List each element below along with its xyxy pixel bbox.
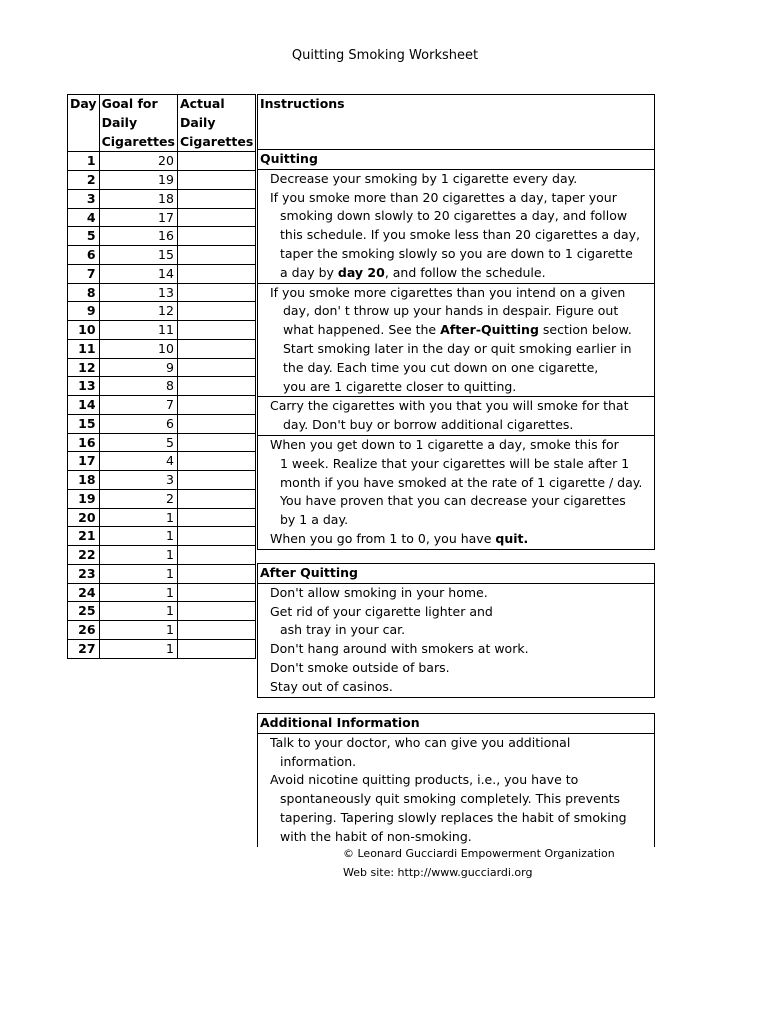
actual-cell[interactable] [177,189,255,208]
after-quitting-title: After Quitting [258,564,654,584]
instruction-line [258,511,654,530]
actual-cell[interactable] [177,339,255,358]
day-cell: 7 [68,264,100,283]
instruction-line [258,640,654,659]
text-span: day. Don't buy or borrow additional cigarettes. [283,417,574,433]
goal-cell: 1 [99,602,177,621]
page-title: Quitting Smoking Worksheet [291,48,479,63]
actual-cell[interactable] [177,264,255,283]
text-span: Decrease your smoking by 1 cigarette every day. [270,170,578,186]
table-row [68,208,256,227]
text-span: tapering. Tapering slowly replaces the habit of smoking [280,809,627,825]
text-span: section below. [538,322,632,338]
text-span: , and follow the schedule. [384,264,546,280]
actual-cell[interactable] [177,321,255,340]
actual-cell[interactable] [177,489,255,508]
schedule-table [67,94,256,676]
instruction-line [258,492,654,511]
table-row [68,283,256,302]
instruction-group [258,397,654,436]
actual-cell[interactable] [177,564,255,583]
text-span: this schedule. If you smoke less than 20 cigarettes a day, [280,227,641,243]
table-row [68,471,256,490]
text-span: When you go from 1 to 0, you have [270,530,496,546]
text-span: spontaneously quit smoking completely. This prevents [280,791,621,807]
actual-cell[interactable] [177,583,255,602]
actual-cell[interactable] [177,433,255,452]
table-row [68,227,256,246]
day-cell: 27 [68,639,100,658]
goal-cell: 6 [99,414,177,433]
text-span: day, don' t throw up your hands in despair. Figure out [283,303,619,319]
actual-cell[interactable] [177,208,255,227]
instruction-line [258,207,654,226]
instruction-group [258,170,654,284]
instruction-group [258,436,654,549]
quitting-section-title: Quitting [258,150,654,170]
goal-cell: 9 [99,358,177,377]
table-row [68,564,256,583]
day-cell: 25 [68,602,100,621]
text-span: Stay out of casinos. [270,678,393,694]
goal-cell: 7 [99,396,177,415]
day-cell: 24 [68,583,100,602]
day-cell: 5 [68,227,100,246]
text-span: Get rid of your cigarette lighter and [270,603,493,619]
emphasis-text: day 20 [337,264,385,280]
text-span: information. [280,753,357,769]
day-cell: 6 [68,246,100,265]
text-span: If you smoke more cigarettes than you intend on a given [270,284,626,300]
table-row [68,152,256,171]
text-span: you are 1 cigarette closer to quitting. [283,378,517,394]
actual-cell[interactable] [177,527,255,546]
text-span: a day by [280,264,338,280]
instruction-line [258,170,654,189]
instruction-line [258,771,654,790]
instruction-line [258,340,654,359]
text-span: When you get down to 1 cigarette a day, smoke this for [270,436,619,452]
day-cell: 20 [68,508,100,527]
text-span: with the habit of non-smoking. [280,828,472,844]
text-span: Don't hang around with smokers at work. [270,641,529,657]
instruction-line [258,226,654,245]
goal-cell: 17 [99,208,177,227]
website-text: Web site: http://www.gucciardi.org [343,866,533,879]
instruction-line [258,189,654,208]
table-row [68,508,256,527]
actual-cell[interactable] [177,377,255,396]
day-cell: 23 [68,564,100,583]
instruction-line [258,809,654,828]
instruction-line [258,284,654,303]
goal-cell: 1 [99,564,177,583]
text-span: Talk to your doctor, who can give you additional [270,734,571,750]
instruction-line [258,397,654,416]
table-row [68,246,256,265]
table-row [68,583,256,602]
goal-cell: 1 [99,546,177,565]
actual-cell[interactable] [177,414,255,433]
instructions-header: Instructions [258,95,654,150]
goal-cell: 1 [99,583,177,602]
instruction-line [258,828,654,847]
actual-cell[interactable] [177,621,255,640]
instruction-line [258,359,654,378]
instruction-line [258,436,654,455]
instruction-line [258,678,654,697]
day-cell: 15 [68,414,100,433]
header-actual: Actual Daily Cigarettes [177,95,255,152]
text-span: Avoid nicotine quitting products, i.e., you have to [270,772,579,788]
goal-cell: 2 [99,489,177,508]
additional-info-box [257,713,655,847]
instruction-line [258,264,654,283]
actual-cell[interactable] [177,471,255,490]
instruction-line [258,416,654,435]
text-span: Don't allow smoking in your home. [270,584,488,600]
goal-cell: 3 [99,471,177,490]
day-cell: 10 [68,321,100,340]
table-row [68,171,256,190]
day-cell: 17 [68,452,100,471]
goal-cell: 1 [99,508,177,527]
table-row [68,189,256,208]
instruction-line [258,455,654,474]
day-cell: 26 [68,621,100,640]
text-span: You have proven that you can decrease your cigarettes [280,493,626,509]
table-row [68,546,256,565]
table-row [68,264,256,283]
table-row [68,302,256,321]
actual-cell[interactable] [177,302,255,321]
goal-cell: 5 [99,433,177,452]
goal-cell: 15 [99,246,177,265]
actual-cell[interactable] [177,152,255,171]
day-cell: 18 [68,471,100,490]
goal-cell: 4 [99,452,177,471]
additional-info-title: Additional Information [258,714,654,734]
instruction-line [258,321,654,340]
day-cell: 4 [68,208,100,227]
instruction-line [258,584,654,603]
day-cell: 8 [68,283,100,302]
text-span: the day. Each time you cut down on one cigarette, [283,359,599,375]
day-cell: 22 [68,546,100,565]
text-span: Carry the cigarettes with you that you will smoke for that [270,398,629,414]
instruction-line [258,621,654,640]
copyright-text: © Leonard Gucciardi Empowerment Organization [343,847,615,860]
text-span: by 1 a day. [280,512,349,528]
table-row [68,527,256,546]
instruction-line [258,474,654,493]
goal-cell: 18 [99,189,177,208]
table-row [68,414,256,433]
day-cell: 14 [68,396,100,415]
text-span: ash tray in your car. [280,622,406,638]
table-row [68,339,256,358]
instruction-line [258,302,654,321]
instruction-line [258,734,654,753]
actual-cell[interactable] [177,546,255,565]
emphasis-text: After-Quitting [440,322,539,338]
instruction-line [258,659,654,678]
text-span: smoking down slowly to 20 cigarettes a day, and follow [280,208,628,224]
day-cell: 12 [68,358,100,377]
header-goal: Goal for Daily Cigarettes [99,95,177,152]
actual-cell[interactable] [177,358,255,377]
text-span: what happened. See the [283,322,441,338]
day-cell: 16 [68,433,100,452]
goal-cell: 13 [99,283,177,302]
day-cell: 19 [68,489,100,508]
actual-cell[interactable] [177,246,255,265]
header-day: Day [68,95,100,152]
actual-cell[interactable] [177,452,255,471]
table-row [68,377,256,396]
goal-cell: 12 [99,302,177,321]
goal-cell: 1 [99,621,177,640]
day-cell: 13 [68,377,100,396]
text-span: month if you have smoked at the rate of 1 cigarette / day. [280,474,643,490]
instruction-line [258,245,654,264]
instruction-line [258,790,654,809]
table-row [68,639,256,658]
goal-cell: 20 [99,152,177,171]
after-quitting-box [257,563,655,698]
day-cell: 2 [68,171,100,190]
text-span: If you smoke more than 20 cigarettes a day, taper your [270,189,617,205]
instruction-line [258,753,654,772]
table-row [68,321,256,340]
goal-cell: 1 [99,527,177,546]
instructions-box [257,94,655,550]
table-row [68,602,256,621]
goal-cell: 14 [99,264,177,283]
text-span: Don't smoke outside of bars. [270,659,450,675]
table-row [68,489,256,508]
goal-cell: 19 [99,171,177,190]
actual-cell[interactable] [177,508,255,527]
table-row [68,452,256,471]
actual-cell[interactable] [177,283,255,302]
table-row [68,396,256,415]
instruction-group [258,284,654,398]
day-cell: 3 [68,189,100,208]
text-span: Start smoking later in the day or quit smoking earlier in [283,340,632,356]
instruction-line [258,603,654,622]
actual-cell[interactable] [177,602,255,621]
instruction-line [258,530,654,549]
goal-cell: 16 [99,227,177,246]
day-cell: 21 [68,527,100,546]
emphasis-text: quit. [495,530,529,546]
schedule-header-row [68,95,256,152]
day-cell: 1 [68,152,100,171]
actual-cell[interactable] [177,639,255,658]
actual-cell[interactable] [177,227,255,246]
day-cell: 9 [68,302,100,321]
instruction-line [258,378,654,397]
goal-cell: 1 [99,639,177,658]
goal-cell: 10 [99,339,177,358]
actual-cell[interactable] [177,396,255,415]
table-row [68,621,256,640]
table-row [68,433,256,452]
day-cell: 11 [68,339,100,358]
text-span: taper the smoking slowly so you are down to 1 cigarette [280,245,633,261]
text-span: 1 week. Realize that your cigarettes will be stale after 1 [280,455,630,471]
actual-cell[interactable] [177,171,255,190]
table-spacer-row [68,658,256,676]
goal-cell: 11 [99,321,177,340]
table-row [68,358,256,377]
goal-cell: 8 [99,377,177,396]
